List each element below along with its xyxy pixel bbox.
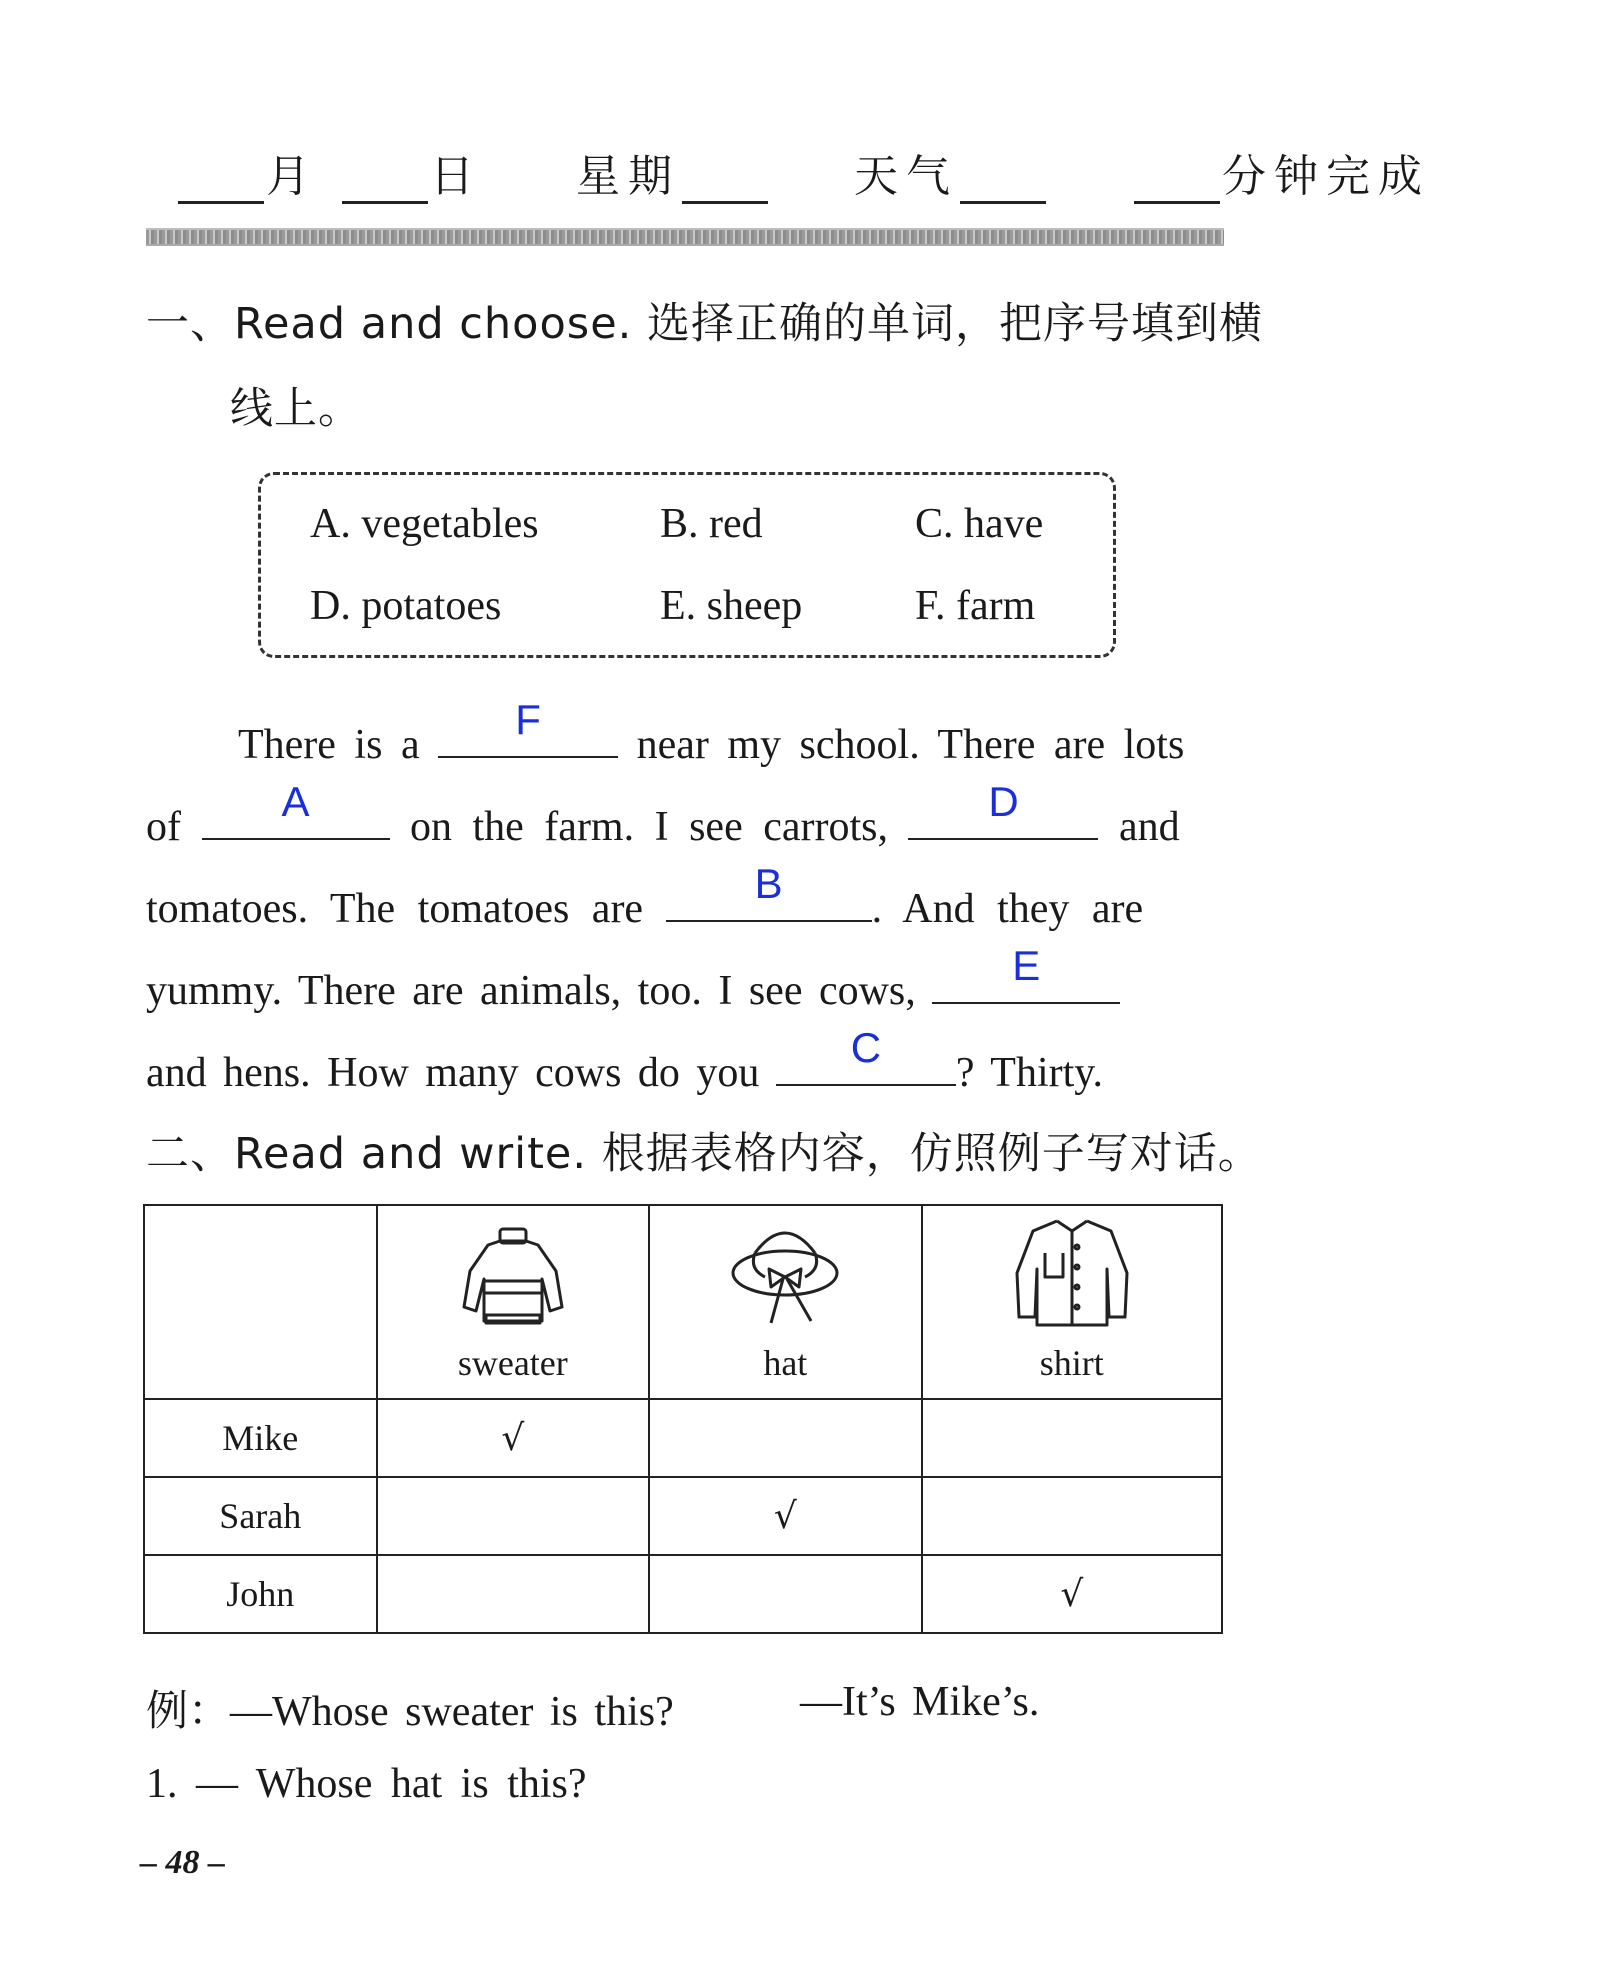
- blank-5[interactable]: E: [932, 956, 1120, 1004]
- table-row: [144, 1477, 1222, 1555]
- header-divider: [146, 228, 1224, 246]
- section1-title-cont: 线上。: [230, 384, 362, 434]
- month-blank[interactable]: [178, 157, 264, 204]
- blank-2[interactable]: A: [202, 792, 390, 840]
- check-john-hat: [649, 1555, 922, 1633]
- option-c: C. have: [915, 501, 1044, 547]
- sweater-icon: [458, 1223, 568, 1333]
- check-mike-hat: [649, 1399, 922, 1477]
- blank-4[interactable]: B: [666, 874, 872, 922]
- weekday-blank[interactable]: [682, 157, 768, 204]
- check-sarah-hat: √: [649, 1477, 922, 1555]
- weekday-label: 星期: [576, 151, 680, 202]
- table-row: [144, 1399, 1222, 1477]
- shirt-icon: [1007, 1213, 1137, 1333]
- label-hat: hat: [763, 1343, 808, 1383]
- duration-label: 分钟完成: [1222, 151, 1430, 202]
- passage-line-4: yummy. There are animals, too. I see cows, E: [146, 956, 1120, 1015]
- clothes-table: [143, 1204, 1223, 1634]
- blank-3[interactable]: D: [908, 792, 1098, 840]
- month-label: 月: [266, 151, 318, 202]
- day-blank[interactable]: [342, 157, 428, 204]
- check-sarah-shirt: [922, 1477, 1222, 1555]
- weather-blank[interactable]: [960, 157, 1046, 204]
- col-hat: [649, 1205, 922, 1399]
- row-name-sarah: Sarah: [144, 1477, 377, 1555]
- blank-1[interactable]: F: [438, 710, 618, 758]
- day-label: 日: [430, 151, 482, 202]
- example-answer: —It’s Mike’s.: [800, 1679, 1040, 1725]
- hat-icon: [725, 1213, 845, 1333]
- option-f: F. farm: [915, 583, 1036, 629]
- passage-line-3: tomatoes. The tomatoes are B . And they are: [146, 860, 1144, 932]
- passage-line-5: and hens. How many cows do you C ? Thirty.: [146, 1024, 1104, 1096]
- col-shirt: [922, 1205, 1222, 1399]
- corner-cell: [144, 1205, 377, 1399]
- check-john-shirt: √: [922, 1555, 1222, 1633]
- check-mike-shirt: [922, 1399, 1222, 1477]
- check-john-sweater: [377, 1555, 649, 1633]
- col-sweater: [377, 1205, 649, 1399]
- table-header-row: [144, 1205, 1222, 1399]
- example-question: 例：—Whose sweater is this?: [146, 1689, 674, 1735]
- label-shirt: shirt: [1039, 1343, 1104, 1383]
- table-row: [144, 1555, 1222, 1633]
- option-e: E. sheep: [660, 583, 803, 629]
- option-a: A. vegetables: [310, 501, 539, 547]
- option-d: D. potatoes: [310, 583, 502, 629]
- row-name-mike: Mike: [144, 1399, 377, 1477]
- page-number: – 48 –: [140, 1844, 225, 1881]
- weather-label: 天气: [854, 151, 958, 202]
- question-1: 1. — Whose hat is this?: [146, 1761, 587, 1807]
- check-sarah-sweater: [377, 1477, 649, 1555]
- section1-title: 一、Read and choose. 选择正确的单词，把序号填到横: [146, 299, 1263, 349]
- duration-blank[interactable]: [1134, 157, 1220, 204]
- option-b: B. red: [660, 501, 763, 547]
- passage-line-2: of A on the farm. I see carrots, D and: [146, 778, 1180, 850]
- passage-line-1: There is a F near my school. There are lots: [238, 696, 1185, 768]
- label-sweater: sweater: [457, 1343, 568, 1383]
- blank-6[interactable]: C: [776, 1038, 956, 1086]
- row-name-john: John: [144, 1555, 377, 1633]
- section2-title: 二、Read and write. 根据表格内容，仿照例子写对话。: [146, 1129, 1262, 1179]
- date-header: [176, 140, 1430, 204]
- check-mike-sweater: √: [377, 1399, 649, 1477]
